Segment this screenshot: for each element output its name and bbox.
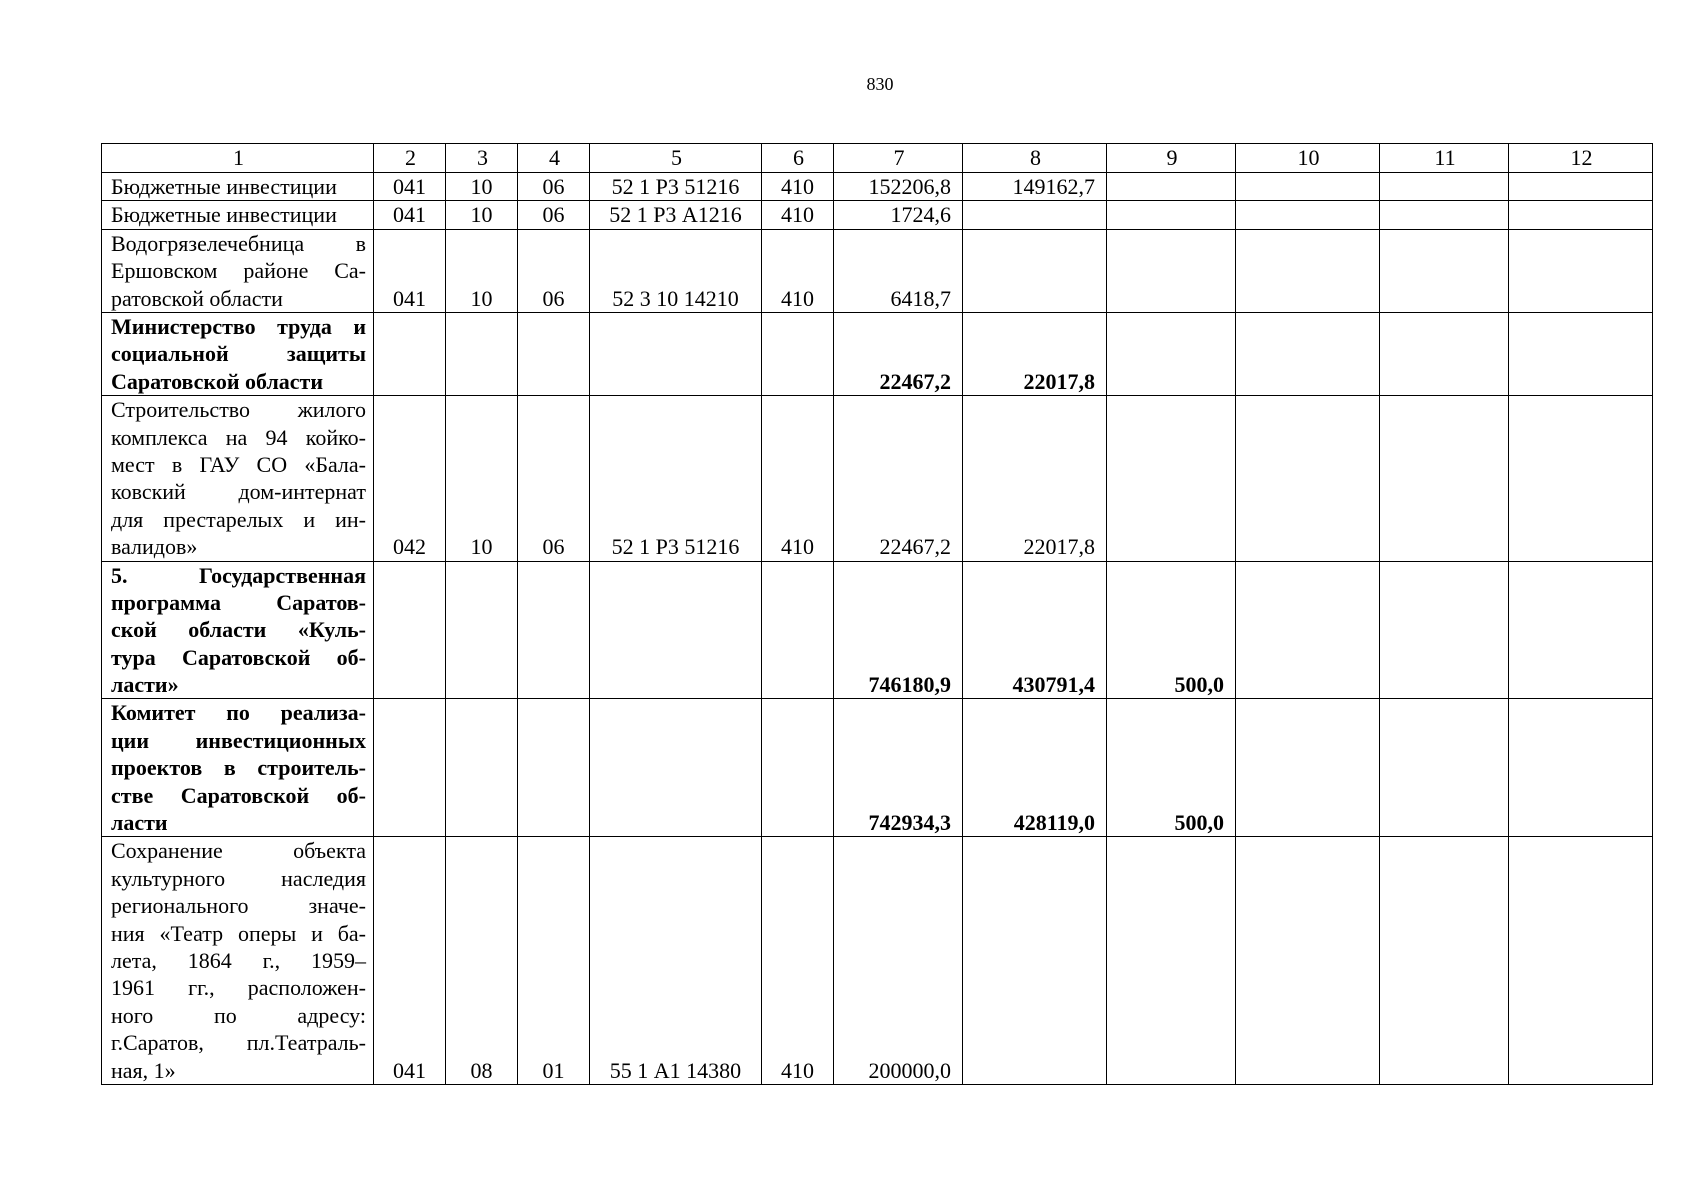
row-name-cell	[102, 561, 374, 699]
row-name-line: ния «Театр оперы и ба-	[111, 920, 366, 946]
cell-col-12	[1509, 201, 1653, 229]
row-name-line: Ершовском районе Са-	[111, 258, 366, 284]
row-name-line: комплекса на 94 койко-	[111, 424, 366, 450]
cell-col-2: 041	[374, 201, 446, 229]
column-header: 5	[590, 144, 762, 173]
cell-col-3: 10	[446, 396, 518, 561]
row-name-line: Водогрязелечебница в	[111, 230, 366, 256]
cell-col-3: 10	[446, 173, 518, 201]
row-name-line: ного по адресу:	[111, 1002, 366, 1028]
cell-col-8: 22017,8	[963, 396, 1107, 561]
cell-col-12	[1509, 229, 1653, 312]
table-row	[102, 229, 1653, 312]
cell-col-3	[446, 312, 518, 395]
row-name-line: ции инвестиционных	[111, 727, 366, 753]
row-name-line: мест в ГАУ СО «Бала-	[111, 451, 366, 477]
row-name-line: Саратовской области	[111, 368, 324, 394]
table-row	[102, 699, 1653, 837]
cell-col-6: 410	[762, 396, 834, 561]
cell-col-11	[1380, 396, 1509, 561]
cell-col-2: 041	[374, 837, 446, 1085]
table-row	[102, 173, 1653, 201]
cell-col-6: 410	[762, 201, 834, 229]
cell-col-10	[1236, 837, 1380, 1085]
column-header: 9	[1107, 144, 1236, 173]
cell-col-2: 042	[374, 396, 446, 561]
column-header: 12	[1509, 144, 1653, 173]
row-name-line: ратовской области	[111, 285, 283, 311]
row-name-cell	[102, 699, 374, 837]
column-header: 1	[102, 144, 374, 173]
cell-col-3: 08	[446, 837, 518, 1085]
cell-col-7: 22467,2	[834, 312, 963, 395]
cell-col-10	[1236, 201, 1380, 229]
cell-col-9	[1107, 312, 1236, 395]
cell-col-7: 1724,6	[834, 201, 963, 229]
cell-col-11	[1380, 312, 1509, 395]
table-row	[102, 396, 1653, 561]
column-header: 3	[446, 144, 518, 173]
column-header: 2	[374, 144, 446, 173]
cell-col-8	[963, 229, 1107, 312]
cell-col-9	[1107, 837, 1236, 1085]
table-row	[102, 561, 1653, 699]
cell-col-6	[762, 699, 834, 837]
row-name-line: Комитет по реализа-	[111, 700, 366, 726]
cell-col-8	[963, 837, 1107, 1085]
cell-col-2	[374, 699, 446, 837]
cell-col-3	[446, 699, 518, 837]
cell-col-11	[1380, 837, 1509, 1085]
row-name-line: Бюджетные инвестиции	[111, 174, 337, 200]
cell-col-11	[1380, 561, 1509, 699]
row-name-line: валидов»	[111, 534, 198, 560]
column-header: 10	[1236, 144, 1380, 173]
cell-col-7: 152206,8	[834, 173, 963, 201]
cell-col-12	[1509, 312, 1653, 395]
cell-col-4: 06	[518, 396, 590, 561]
cell-col-12	[1509, 173, 1653, 201]
cell-col-12	[1509, 699, 1653, 837]
row-name-line: регионального значе-	[111, 893, 366, 919]
cell-col-2	[374, 561, 446, 699]
table-row	[102, 312, 1653, 395]
cell-col-5	[590, 312, 762, 395]
cell-col-3: 10	[446, 229, 518, 312]
cell-col-11	[1380, 699, 1509, 837]
cell-col-7: 22467,2	[834, 396, 963, 561]
cell-col-7: 6418,7	[834, 229, 963, 312]
row-name-line: Министерство труда и	[111, 313, 366, 339]
cell-col-2: 041	[374, 229, 446, 312]
page-number: 830	[866, 74, 894, 94]
cell-col-9	[1107, 201, 1236, 229]
row-name-line: культурного наследия	[111, 865, 366, 891]
column-header: 4	[518, 144, 590, 173]
cell-col-8: 430791,4	[963, 561, 1107, 699]
row-name-line: социальной защиты	[111, 341, 366, 367]
cell-col-12	[1509, 561, 1653, 699]
cell-col-8	[963, 201, 1107, 229]
row-name-line: 5. Государственная	[111, 562, 366, 588]
row-name-cell	[102, 312, 374, 395]
row-name-cell	[102, 229, 374, 312]
cell-col-9: 500,0	[1107, 699, 1236, 837]
cell-col-5	[590, 561, 762, 699]
row-name-line: ской области «Куль-	[111, 617, 366, 643]
column-header: 7	[834, 144, 963, 173]
cell-col-8: 149162,7	[963, 173, 1107, 201]
cell-col-11	[1380, 229, 1509, 312]
row-name-line: г.Саратов, пл.Театраль-	[111, 1030, 366, 1056]
table-body	[102, 144, 1653, 1085]
cell-col-6: 410	[762, 837, 834, 1085]
row-name-line: проектов в строитель-	[111, 755, 366, 781]
row-name-line: лета, 1864 г., 1959–	[111, 947, 366, 973]
cell-col-9	[1107, 173, 1236, 201]
row-name-cell	[102, 201, 374, 229]
cell-col-11	[1380, 201, 1509, 229]
cell-col-7: 742934,3	[834, 699, 963, 837]
cell-col-9	[1107, 396, 1236, 561]
row-name-line: ласти	[111, 810, 168, 836]
row-name-line: ная, 1»	[111, 1057, 176, 1083]
cell-col-8: 428119,0	[963, 699, 1107, 837]
cell-col-4: 06	[518, 229, 590, 312]
row-name-line: ласти»	[111, 672, 179, 698]
cell-col-5: 52 3 10 14210	[590, 229, 762, 312]
cell-col-2	[374, 312, 446, 395]
cell-col-4	[518, 312, 590, 395]
table-row	[102, 837, 1653, 1085]
cell-col-5: 55 1 А1 14380	[590, 837, 762, 1085]
cell-col-4	[518, 561, 590, 699]
column-header: 8	[963, 144, 1107, 173]
cell-col-7: 746180,9	[834, 561, 963, 699]
row-name-line: для престарелых и ин-	[111, 506, 366, 532]
cell-col-10	[1236, 561, 1380, 699]
cell-col-11	[1380, 173, 1509, 201]
cell-col-4: 01	[518, 837, 590, 1085]
column-header: 6	[762, 144, 834, 173]
cell-col-9: 500,0	[1107, 561, 1236, 699]
cell-col-6: 410	[762, 229, 834, 312]
cell-col-6: 410	[762, 173, 834, 201]
header-row	[102, 144, 1653, 173]
cell-col-12	[1509, 396, 1653, 561]
cell-col-6	[762, 312, 834, 395]
cell-col-4: 06	[518, 201, 590, 229]
row-name-cell	[102, 396, 374, 561]
row-name-cell	[102, 837, 374, 1085]
cell-col-5: 52 1 Р3 А1216	[590, 201, 762, 229]
cell-col-4: 06	[518, 173, 590, 201]
row-name-cell	[102, 173, 374, 201]
row-name-line: Бюджетные инвестиции	[111, 202, 337, 228]
budget-table	[101, 143, 1653, 1085]
cell-col-2: 041	[374, 173, 446, 201]
cell-col-12	[1509, 837, 1653, 1085]
row-name-line: Сохранение объекта	[111, 838, 366, 864]
cell-col-5: 52 1 Р3 51216	[590, 396, 762, 561]
row-name-line: программа Саратов-	[111, 589, 366, 615]
cell-col-5	[590, 699, 762, 837]
row-name-line: 1961 гг., расположен-	[111, 975, 366, 1001]
cell-col-3	[446, 561, 518, 699]
cell-col-10	[1236, 396, 1380, 561]
row-name-line: ковский дом-интернат	[111, 479, 366, 505]
row-name-line: Строительство жилого	[111, 397, 366, 423]
cell-col-10	[1236, 173, 1380, 201]
row-name-line: стве Саратовской об-	[111, 782, 366, 808]
cell-col-7: 200000,0	[834, 837, 963, 1085]
cell-col-8: 22017,8	[963, 312, 1107, 395]
cell-col-3: 10	[446, 201, 518, 229]
cell-col-10	[1236, 312, 1380, 395]
column-header: 11	[1380, 144, 1509, 173]
cell-col-9	[1107, 229, 1236, 312]
cell-col-10	[1236, 699, 1380, 837]
cell-col-5: 52 1 Р3 51216	[590, 173, 762, 201]
cell-col-4	[518, 699, 590, 837]
table-row	[102, 201, 1653, 229]
cell-col-6	[762, 561, 834, 699]
row-name-line: тура Саратовской об-	[111, 644, 366, 670]
cell-col-10	[1236, 229, 1380, 312]
